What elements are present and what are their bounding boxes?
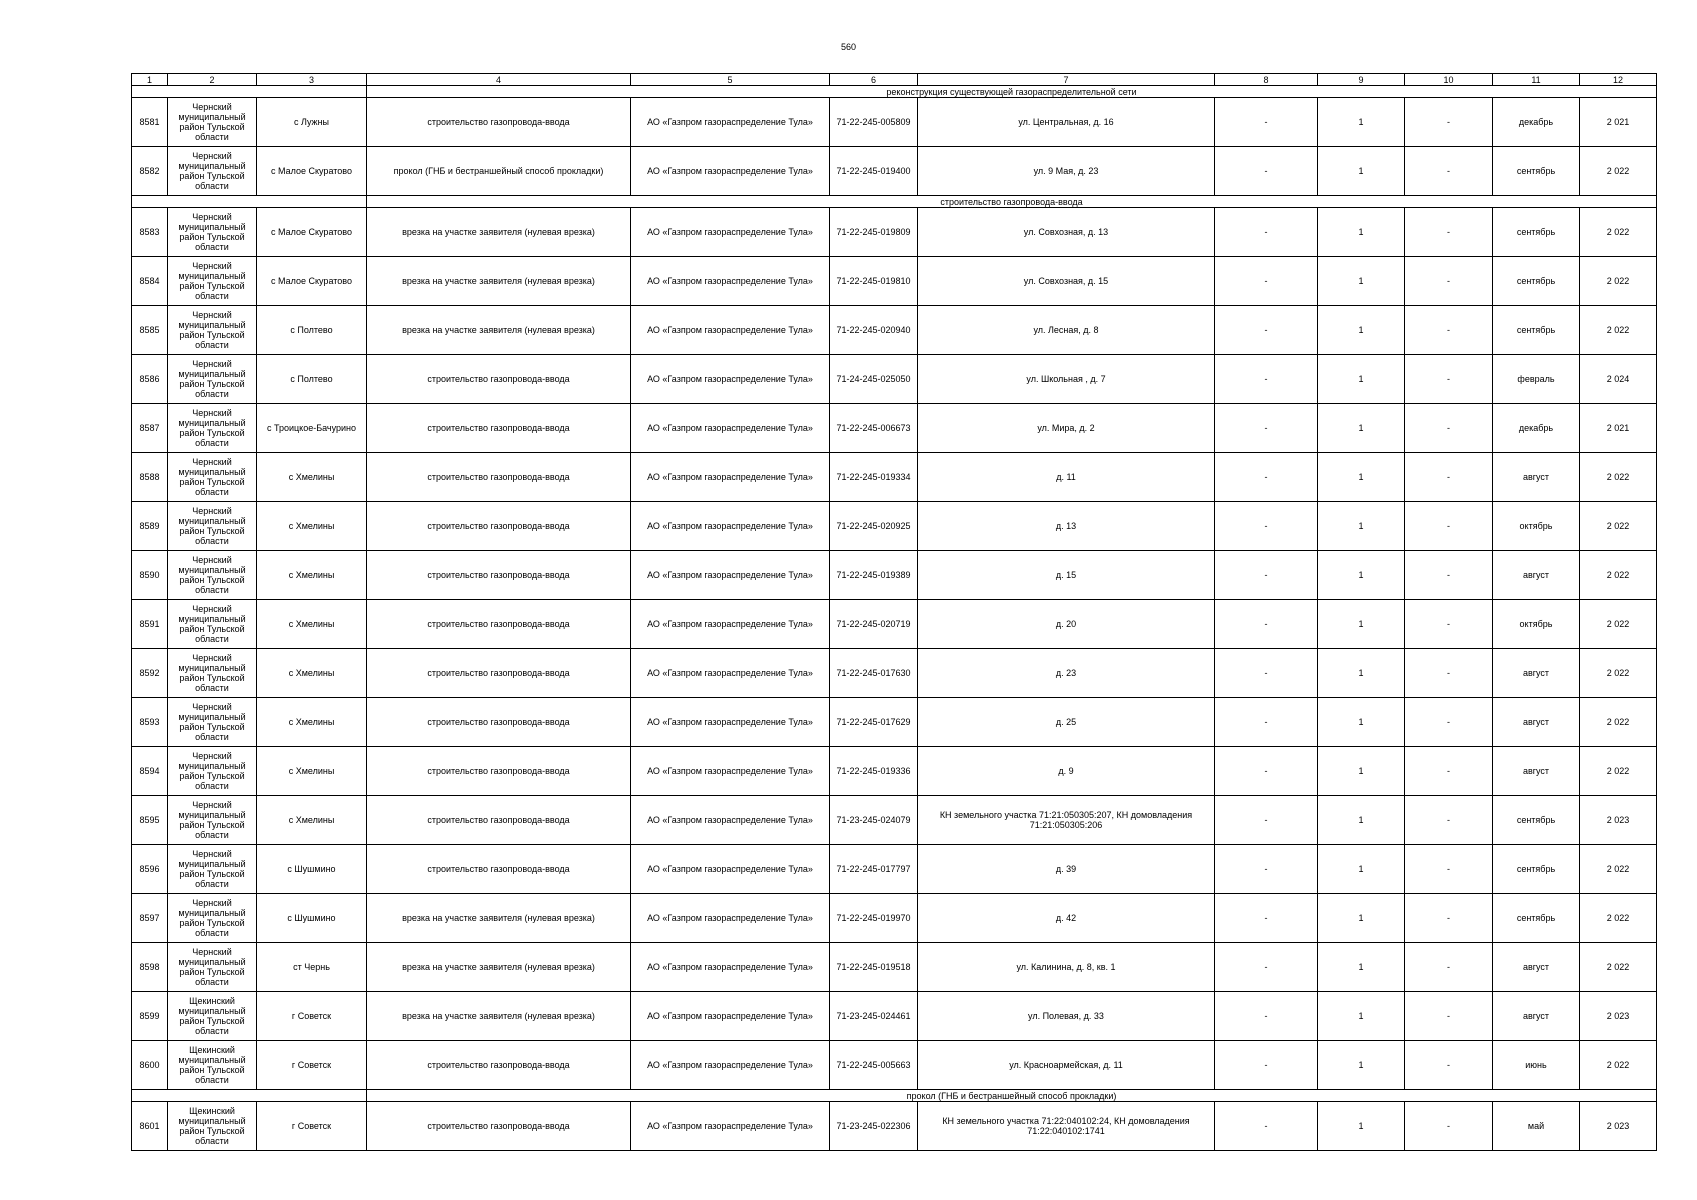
column-10-cell: - [1405, 355, 1493, 404]
year-cell: 2 023 [1580, 1102, 1657, 1151]
settlement-cell: ст Чернь [257, 943, 367, 992]
column-8-cell: - [1215, 796, 1318, 845]
work-type-cell: врезка на участке заявителя (нулевая врезка) [367, 208, 631, 257]
column-9-cell: 1 [1318, 1102, 1405, 1151]
organization-cell: АО «Газпром газораспределение Тула» [631, 649, 830, 698]
month-cell: сентябрь [1493, 306, 1580, 355]
column-header: 1 [132, 74, 168, 86]
year-cell: 2 022 [1580, 894, 1657, 943]
column-8-cell: - [1215, 208, 1318, 257]
year-cell: 2 021 [1580, 98, 1657, 147]
column-9-cell: 1 [1318, 747, 1405, 796]
month-cell: сентябрь [1493, 796, 1580, 845]
column-10-cell: - [1405, 1041, 1493, 1090]
column-10-cell: - [1405, 992, 1493, 1041]
work-type-cell: строительство газопровода-ввода [367, 502, 631, 551]
row-number-cell: 8587 [132, 404, 168, 453]
row-number-cell: 8590 [132, 551, 168, 600]
row-number-cell: 8598 [132, 943, 168, 992]
address-cell: д. 20 [918, 600, 1215, 649]
settlement-cell: с Шушмино [257, 894, 367, 943]
settlement-cell: с Малое Скуратово [257, 147, 367, 196]
work-type-cell: строительство газопровода-ввода [367, 453, 631, 502]
district-cell: Чернский муниципальный район Тульской области [168, 943, 257, 992]
table-row [132, 992, 1657, 1041]
column-9-cell: 1 [1318, 551, 1405, 600]
year-cell: 2 022 [1580, 502, 1657, 551]
row-number-cell: 8583 [132, 208, 168, 257]
month-cell: сентябрь [1493, 147, 1580, 196]
organization-cell: АО «Газпром газораспределение Тула» [631, 845, 830, 894]
organization-cell: АО «Газпром газораспределение Тула» [631, 208, 830, 257]
column-8-cell: - [1215, 1041, 1318, 1090]
address-cell: д. 9 [918, 747, 1215, 796]
application-code-cell: 71-24-245-025050 [830, 355, 918, 404]
column-8-cell: - [1215, 845, 1318, 894]
row-number-cell: 8582 [132, 147, 168, 196]
settlement-cell: с Шушмино [257, 845, 367, 894]
settlement-cell: с Полтево [257, 355, 367, 404]
application-code-cell: 71-22-245-017630 [830, 649, 918, 698]
application-code-cell: 71-22-245-019518 [830, 943, 918, 992]
column-8-cell: - [1215, 453, 1318, 502]
column-9-cell: 1 [1318, 1041, 1405, 1090]
column-10-cell: - [1405, 698, 1493, 747]
table-row [132, 747, 1657, 796]
column-header: 11 [1493, 74, 1580, 86]
address-cell: ул. Мира, д. 2 [918, 404, 1215, 453]
work-type-cell: строительство газопровода-ввода [367, 600, 631, 649]
column-10-cell: - [1405, 453, 1493, 502]
settlement-cell: с Лужны [257, 98, 367, 147]
column-9-cell: 1 [1318, 943, 1405, 992]
work-type-cell: строительство газопровода-ввода [367, 747, 631, 796]
work-type-cell: врезка на участке заявителя (нулевая врезка) [367, 894, 631, 943]
application-code-cell: 71-22-245-019334 [830, 453, 918, 502]
column-9-cell: 1 [1318, 698, 1405, 747]
district-cell: Щекинский муниципальный район Тульской области [168, 992, 257, 1041]
column-9-cell: 1 [1318, 502, 1405, 551]
column-8-cell: - [1215, 147, 1318, 196]
column-8-cell: - [1215, 551, 1318, 600]
application-code-cell: 71-22-245-019389 [830, 551, 918, 600]
month-cell: февраль [1493, 355, 1580, 404]
work-type-cell: строительство газопровода-ввода [367, 1102, 631, 1151]
work-type-cell: врезка на участке заявителя (нулевая врезка) [367, 943, 631, 992]
column-9-cell: 1 [1318, 845, 1405, 894]
column-9-cell: 1 [1318, 649, 1405, 698]
column-header: 7 [918, 74, 1215, 86]
year-cell: 2 022 [1580, 649, 1657, 698]
application-code-cell: 71-22-245-017629 [830, 698, 918, 747]
column-9-cell: 1 [1318, 894, 1405, 943]
district-cell: Чернский муниципальный район Тульской области [168, 257, 257, 306]
settlement-cell: с Хмелины [257, 747, 367, 796]
organization-cell: АО «Газпром газораспределение Тула» [631, 747, 830, 796]
organization-cell: АО «Газпром газораспределение Тула» [631, 404, 830, 453]
row-number-cell: 8594 [132, 747, 168, 796]
column-9-cell: 1 [1318, 306, 1405, 355]
table-row [132, 894, 1657, 943]
year-cell: 2 022 [1580, 306, 1657, 355]
year-cell: 2 022 [1580, 600, 1657, 649]
row-number-cell: 8588 [132, 453, 168, 502]
organization-cell: АО «Газпром газораспределение Тула» [631, 551, 830, 600]
row-number-cell: 8601 [132, 1102, 168, 1151]
settlement-cell: с Полтево [257, 306, 367, 355]
column-header: 10 [1405, 74, 1493, 86]
settlement-cell: г Советск [257, 992, 367, 1041]
row-number-cell: 8596 [132, 845, 168, 894]
column-8-cell: - [1215, 98, 1318, 147]
column-header: 4 [367, 74, 631, 86]
settlement-cell: с Малое Скуратово [257, 257, 367, 306]
month-cell: август [1493, 992, 1580, 1041]
column-10-cell: - [1405, 208, 1493, 257]
column-8-cell: - [1215, 404, 1318, 453]
district-cell: Чернский муниципальный район Тульской области [168, 98, 257, 147]
work-type-cell: врезка на участке заявителя (нулевая врезка) [367, 257, 631, 306]
work-type-cell: врезка на участке заявителя (нулевая врезка) [367, 992, 631, 1041]
column-8-cell: - [1215, 257, 1318, 306]
address-cell: д. 11 [918, 453, 1215, 502]
section-title-cell: строительство газопровода-ввода [367, 196, 1657, 208]
application-code-cell: 71-23-245-022306 [830, 1102, 918, 1151]
month-cell: декабрь [1493, 98, 1580, 147]
table-row [132, 453, 1657, 502]
table-row [132, 551, 1657, 600]
application-code-cell: 71-22-245-020940 [830, 306, 918, 355]
section-title-cell: прокол (ГНБ и бестраншейный способ прокладки) [367, 1090, 1657, 1102]
column-9-cell: 1 [1318, 404, 1405, 453]
year-cell: 2 021 [1580, 404, 1657, 453]
month-cell: сентябрь [1493, 894, 1580, 943]
month-cell: август [1493, 453, 1580, 502]
address-cell: д. 13 [918, 502, 1215, 551]
application-code-cell: 71-22-245-019970 [830, 894, 918, 943]
row-number-cell: 8581 [132, 98, 168, 147]
table-row [132, 257, 1657, 306]
work-type-cell: строительство газопровода-ввода [367, 845, 631, 894]
district-cell: Чернский муниципальный район Тульской области [168, 551, 257, 600]
column-9-cell: 1 [1318, 355, 1405, 404]
application-code-cell: 71-22-245-006673 [830, 404, 918, 453]
column-9-cell: 1 [1318, 453, 1405, 502]
column-10-cell: - [1405, 257, 1493, 306]
work-type-cell: строительство газопровода-ввода [367, 355, 631, 404]
column-header: 8 [1215, 74, 1318, 86]
row-number-cell: 8584 [132, 257, 168, 306]
application-code-cell: 71-23-245-024461 [830, 992, 918, 1041]
district-cell: Щекинский муниципальный район Тульской области [168, 1041, 257, 1090]
column-10-cell: - [1405, 147, 1493, 196]
organization-cell: АО «Газпром газораспределение Тула» [631, 796, 830, 845]
column-10-cell: - [1405, 404, 1493, 453]
address-cell: ул. Красноармейская, д. 11 [918, 1041, 1215, 1090]
settlement-cell: с Хмелины [257, 502, 367, 551]
district-cell: Чернский муниципальный район Тульской области [168, 894, 257, 943]
year-cell: 2 023 [1580, 992, 1657, 1041]
column-8-cell: - [1215, 355, 1318, 404]
section-row [132, 196, 1657, 208]
year-cell: 2 022 [1580, 551, 1657, 600]
address-cell: ул. Совхозная, д. 13 [918, 208, 1215, 257]
application-code-cell: 71-22-245-017797 [830, 845, 918, 894]
work-type-cell: строительство газопровода-ввода [367, 1041, 631, 1090]
column-9-cell: 1 [1318, 98, 1405, 147]
row-number-cell: 8593 [132, 698, 168, 747]
organization-cell: АО «Газпром газораспределение Тула» [631, 98, 830, 147]
column-10-cell: - [1405, 551, 1493, 600]
address-cell: д. 39 [918, 845, 1215, 894]
organization-cell: АО «Газпром газораспределение Тула» [631, 1102, 830, 1151]
column-8-cell: - [1215, 992, 1318, 1041]
year-cell: 2 022 [1580, 1041, 1657, 1090]
year-cell: 2 022 [1580, 208, 1657, 257]
application-code-cell: 71-22-245-019336 [830, 747, 918, 796]
address-cell: ул. Школьная , д. 7 [918, 355, 1215, 404]
table-row [132, 1102, 1657, 1151]
column-9-cell: 1 [1318, 600, 1405, 649]
work-type-cell: строительство газопровода-ввода [367, 649, 631, 698]
address-cell: КН земельного участка 71:21:050305:207, КН домовладения 71:21:050305:206 [918, 796, 1215, 845]
application-code-cell: 71-22-245-019400 [830, 147, 918, 196]
year-cell: 2 022 [1580, 943, 1657, 992]
organization-cell: АО «Газпром газораспределение Тула» [631, 1041, 830, 1090]
column-10-cell: - [1405, 600, 1493, 649]
month-cell: август [1493, 747, 1580, 796]
column-10-cell: - [1405, 796, 1493, 845]
organization-cell: АО «Газпром газораспределение Тула» [631, 453, 830, 502]
district-cell: Чернский муниципальный район Тульской области [168, 845, 257, 894]
column-header: 3 [257, 74, 367, 86]
district-cell: Чернский муниципальный район Тульской области [168, 453, 257, 502]
row-number-cell: 8586 [132, 355, 168, 404]
column-8-cell: - [1215, 502, 1318, 551]
address-cell: КН земельного участка 71:22:040102:24, КН домовладения 71:22:040102:1741 [918, 1102, 1215, 1151]
column-9-cell: 1 [1318, 208, 1405, 257]
address-cell: ул. Лесная, д. 8 [918, 306, 1215, 355]
row-number-cell: 8591 [132, 600, 168, 649]
district-cell: Чернский муниципальный район Тульской области [168, 147, 257, 196]
application-code-cell: 71-22-245-005663 [830, 1041, 918, 1090]
column-10-cell: - [1405, 502, 1493, 551]
address-cell: ул. Центральная, д. 16 [918, 98, 1215, 147]
table-row [132, 404, 1657, 453]
table-row [132, 98, 1657, 147]
table-row [132, 698, 1657, 747]
table-row [132, 208, 1657, 257]
table-row [132, 1041, 1657, 1090]
year-cell: 2 024 [1580, 355, 1657, 404]
district-cell: Щекинский муниципальный район Тульской области [168, 1102, 257, 1151]
settlement-cell: с Малое Скуратово [257, 208, 367, 257]
column-header: 12 [1580, 74, 1657, 86]
application-code-cell: 71-22-245-005809 [830, 98, 918, 147]
table-row [132, 147, 1657, 196]
month-cell: август [1493, 649, 1580, 698]
work-type-cell: строительство газопровода-ввода [367, 698, 631, 747]
year-cell: 2 022 [1580, 747, 1657, 796]
organization-cell: АО «Газпром газораспределение Тула» [631, 257, 830, 306]
row-number-cell: 8589 [132, 502, 168, 551]
settlement-cell: с Хмелины [257, 600, 367, 649]
column-10-cell: - [1405, 649, 1493, 698]
address-cell: д. 25 [918, 698, 1215, 747]
district-cell: Чернский муниципальный район Тульской области [168, 306, 257, 355]
table-row [132, 649, 1657, 698]
table-row [132, 943, 1657, 992]
district-cell: Чернский муниципальный район Тульской области [168, 355, 257, 404]
address-cell: ул. 9 Мая, д. 23 [918, 147, 1215, 196]
district-cell: Чернский муниципальный район Тульской области [168, 747, 257, 796]
year-cell: 2 022 [1580, 698, 1657, 747]
column-10-cell: - [1405, 943, 1493, 992]
column-10-cell: - [1405, 1102, 1493, 1151]
column-8-cell: - [1215, 649, 1318, 698]
year-cell: 2 022 [1580, 147, 1657, 196]
district-cell: Чернский муниципальный район Тульской области [168, 208, 257, 257]
column-10-cell: - [1405, 845, 1493, 894]
work-type-cell: строительство газопровода-ввода [367, 98, 631, 147]
district-cell: Чернский муниципальный район Тульской области [168, 796, 257, 845]
organization-cell: АО «Газпром газораспределение Тула» [631, 600, 830, 649]
year-cell: 2 022 [1580, 257, 1657, 306]
column-10-cell: - [1405, 747, 1493, 796]
work-type-cell: строительство газопровода-ввода [367, 796, 631, 845]
district-cell: Чернский муниципальный район Тульской области [168, 600, 257, 649]
month-cell: сентябрь [1493, 208, 1580, 257]
settlement-cell: с Хмелины [257, 453, 367, 502]
column-9-cell: 1 [1318, 257, 1405, 306]
table-row [132, 796, 1657, 845]
settlement-cell: г Советск [257, 1041, 367, 1090]
year-cell: 2 023 [1580, 796, 1657, 845]
table-row [132, 845, 1657, 894]
settlement-cell: с Хмелины [257, 698, 367, 747]
application-code-cell: 71-22-245-019809 [830, 208, 918, 257]
column-header: 5 [631, 74, 830, 86]
column-8-cell: - [1215, 306, 1318, 355]
work-type-cell: прокол (ГНБ и бестраншейный способ прокладки) [367, 147, 631, 196]
row-number-cell: 8585 [132, 306, 168, 355]
district-cell: Чернский муниципальный район Тульской области [168, 502, 257, 551]
column-10-cell: - [1405, 306, 1493, 355]
organization-cell: АО «Газпром газораспределение Тула» [631, 147, 830, 196]
organization-cell: АО «Газпром газораспределение Тула» [631, 943, 830, 992]
column-10-cell: - [1405, 894, 1493, 943]
settlement-cell: г Советск [257, 1102, 367, 1151]
organization-cell: АО «Газпром газораспределение Тула» [631, 894, 830, 943]
table-row [132, 306, 1657, 355]
section-spacer-cell [132, 196, 367, 208]
column-8-cell: - [1215, 1102, 1318, 1151]
column-9-cell: 1 [1318, 147, 1405, 196]
address-cell: ул. Полевая, д. 33 [918, 992, 1215, 1041]
month-cell: сентябрь [1493, 257, 1580, 306]
address-cell: ул. Совхозная, д. 15 [918, 257, 1215, 306]
month-cell: июнь [1493, 1041, 1580, 1090]
district-cell: Чернский муниципальный район Тульской области [168, 649, 257, 698]
column-8-cell: - [1215, 600, 1318, 649]
work-type-cell: строительство газопровода-ввода [367, 404, 631, 453]
month-cell: декабрь [1493, 404, 1580, 453]
column-9-cell: 1 [1318, 992, 1405, 1041]
table-row [132, 355, 1657, 404]
settlement-cell: с Троицкое-Бачурино [257, 404, 367, 453]
column-8-cell: - [1215, 698, 1318, 747]
column-9-cell: 1 [1318, 796, 1405, 845]
month-cell: август [1493, 943, 1580, 992]
row-number-cell: 8599 [132, 992, 168, 1041]
column-10-cell: - [1405, 98, 1493, 147]
month-cell: октябрь [1493, 600, 1580, 649]
work-type-cell: врезка на участке заявителя (нулевая врезка) [367, 306, 631, 355]
table-body [132, 86, 1657, 1151]
column-header: 6 [830, 74, 918, 86]
month-cell: август [1493, 698, 1580, 747]
section-title-cell: реконструкция существующей газораспределительной сети [367, 86, 1657, 98]
row-number-cell: 8595 [132, 796, 168, 845]
month-cell: май [1493, 1102, 1580, 1151]
row-number-cell: 8592 [132, 649, 168, 698]
section-spacer-cell [132, 86, 367, 98]
column-header: 9 [1318, 74, 1405, 86]
address-cell: д. 42 [918, 894, 1215, 943]
register-table [131, 73, 1657, 1151]
organization-cell: АО «Газпром газораспределение Тула» [631, 306, 830, 355]
organization-cell: АО «Газпром газораспределение Тула» [631, 698, 830, 747]
section-row [132, 1090, 1657, 1102]
table-header [132, 74, 1657, 86]
column-8-cell: - [1215, 894, 1318, 943]
address-cell: ул. Калинина, д. 8, кв. 1 [918, 943, 1215, 992]
application-code-cell: 71-22-245-020925 [830, 502, 918, 551]
column-8-cell: - [1215, 747, 1318, 796]
district-cell: Чернский муниципальный район Тульской области [168, 404, 257, 453]
year-cell: 2 022 [1580, 453, 1657, 502]
row-number-cell: 8600 [132, 1041, 168, 1090]
application-code-cell: 71-22-245-019810 [830, 257, 918, 306]
address-cell: д. 15 [918, 551, 1215, 600]
header-row [132, 74, 1657, 86]
year-cell: 2 022 [1580, 845, 1657, 894]
application-code-cell: 71-22-245-020719 [830, 600, 918, 649]
row-number-cell: 8597 [132, 894, 168, 943]
district-cell: Чернский муниципальный район Тульской области [168, 698, 257, 747]
organization-cell: АО «Газпром газораспределение Тула» [631, 502, 830, 551]
settlement-cell: с Хмелины [257, 796, 367, 845]
table-row [132, 502, 1657, 551]
settlement-cell: с Хмелины [257, 551, 367, 600]
section-spacer-cell [132, 1090, 367, 1102]
column-8-cell: - [1215, 943, 1318, 992]
column-header: 2 [168, 74, 257, 86]
table-row [132, 600, 1657, 649]
work-type-cell: строительство газопровода-ввода [367, 551, 631, 600]
month-cell: октябрь [1493, 502, 1580, 551]
section-row [132, 86, 1657, 98]
application-code-cell: 71-23-245-024079 [830, 796, 918, 845]
settlement-cell: с Хмелины [257, 649, 367, 698]
organization-cell: АО «Газпром газораспределение Тула» [631, 992, 830, 1041]
month-cell: август [1493, 551, 1580, 600]
address-cell: д. 23 [918, 649, 1215, 698]
page-number: 560 [840, 42, 857, 52]
month-cell: сентябрь [1493, 845, 1580, 894]
organization-cell: АО «Газпром газораспределение Тула» [631, 355, 830, 404]
